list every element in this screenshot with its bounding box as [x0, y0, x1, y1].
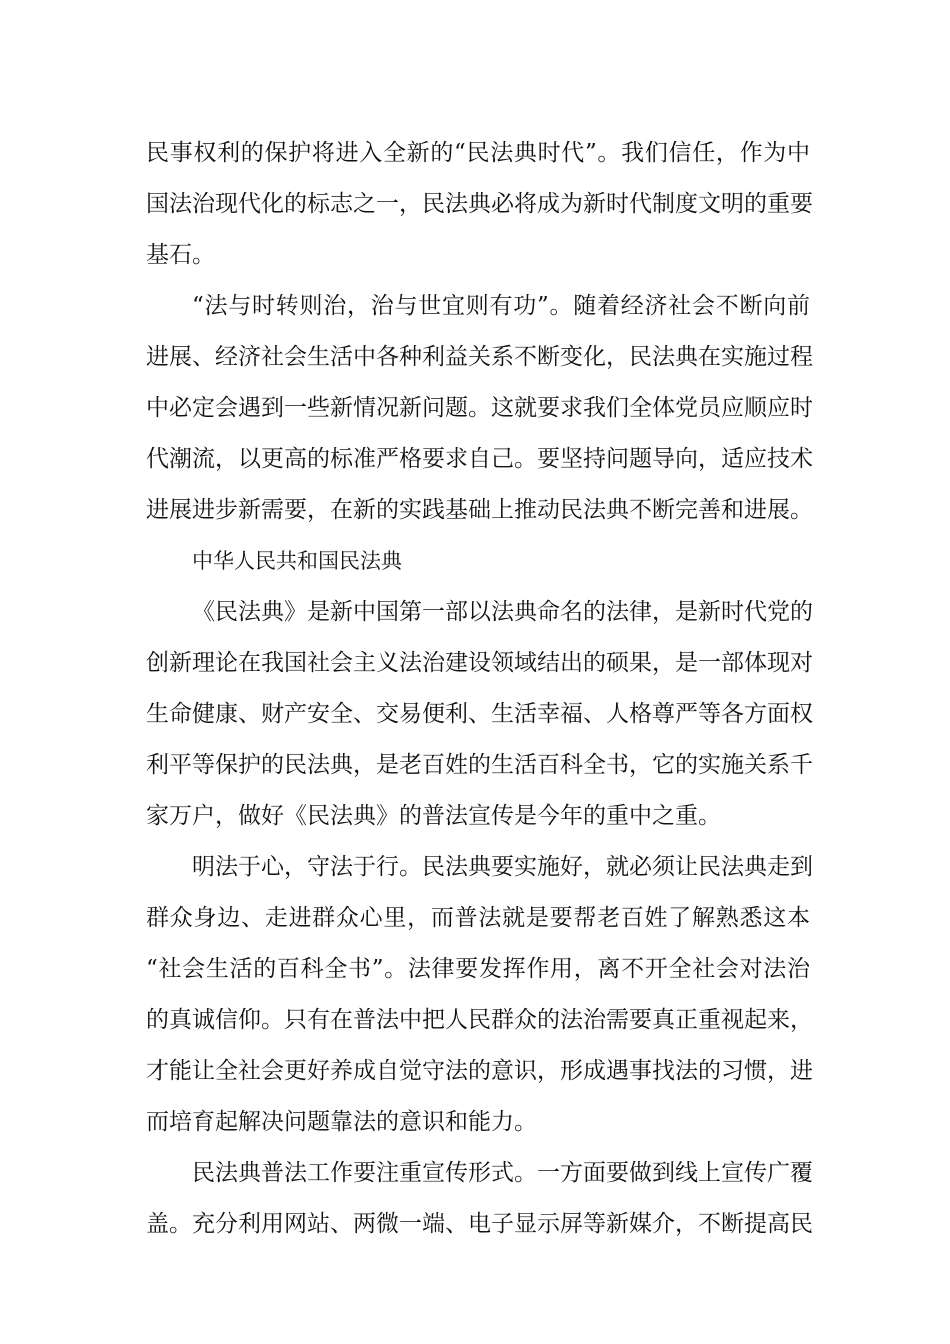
text-line: 生命健康、财产安全、交易便利、生活幸福、人格尊严等各方面权 — [146, 701, 813, 727]
text-line: 而培育起解决问题靠法的意识和能力。 — [146, 1109, 537, 1135]
document-body — [146, 128, 813, 1250]
text-line: 进展进步新需要，在新的实践基础上推动民法典不断完善和进展。 — [146, 497, 813, 523]
text-line: 利平等保护的民法典，是老百姓的生活百科全书，它的实施关系千 — [146, 752, 813, 778]
paragraph — [146, 587, 813, 842]
text-line: 盖。充分利用网站、两微一端、电子显示屏等新媒介，不断提高民 — [146, 1211, 813, 1237]
text-line: 代潮流，以更高的标准严格要求自己。要坚持问题导向，适应技术 — [146, 446, 813, 472]
text-line: “社会生活的百科全书”。法律要发挥作用，离不开全社会对法治 — [146, 956, 810, 982]
paragraph — [146, 842, 813, 1148]
paragraph — [146, 1148, 813, 1250]
section-heading — [146, 536, 810, 587]
heading-text: 中华人民共和国民法典 — [192, 549, 402, 573]
text-line: 创新理论在我国社会主义法治建设领域结出的硕果，是一部体现对 — [146, 650, 813, 676]
text-line: 的真诚信仰。只有在普法中把人民群众的法治需要真正重视起来， — [146, 1007, 813, 1033]
text-line: 民事权利的保护将进入全新的“民法典时代”。我们信任，作为中 — [146, 140, 810, 166]
text-line: 才能让全社会更好养成自觉守法的意识，形成遇事找法的习惯，进 — [146, 1058, 813, 1084]
text-line: 明法于心，守法于行。民法典要实施好，就必须让民法典走到 — [192, 854, 813, 880]
text-line: 家万户，做好《民法典》的普法宣传是今年的重中之重。 — [146, 803, 721, 829]
text-line: 民法典普法工作要注重宣传形式。一方面要做到线上宣传广覆 — [192, 1160, 813, 1186]
paragraph — [146, 281, 813, 536]
text-line: 群众身边、走进群众心里，而普法就是要帮老百姓了解熟悉这本 — [146, 905, 810, 931]
text-line: 进展、经济社会生活中各种利益关系不断变化，民法典在实施过程 — [146, 344, 813, 370]
text-line: 中必定会遇到一些新情况新问题。这就要求我们全体党员应顺应时 — [146, 395, 813, 421]
paragraph — [146, 128, 813, 281]
text-line: “法与时转则治，治与世宜则有功”。随着经济社会不断向前 — [192, 293, 810, 319]
text-line: 《民法典》是新中国第一部以法典命名的法律，是新时代党的 — [192, 599, 813, 625]
text-line: 国法治现代化的标志之一，民法典必将成为新时代制度文明的重要 — [146, 191, 813, 217]
text-line: 基石。 — [146, 242, 215, 268]
